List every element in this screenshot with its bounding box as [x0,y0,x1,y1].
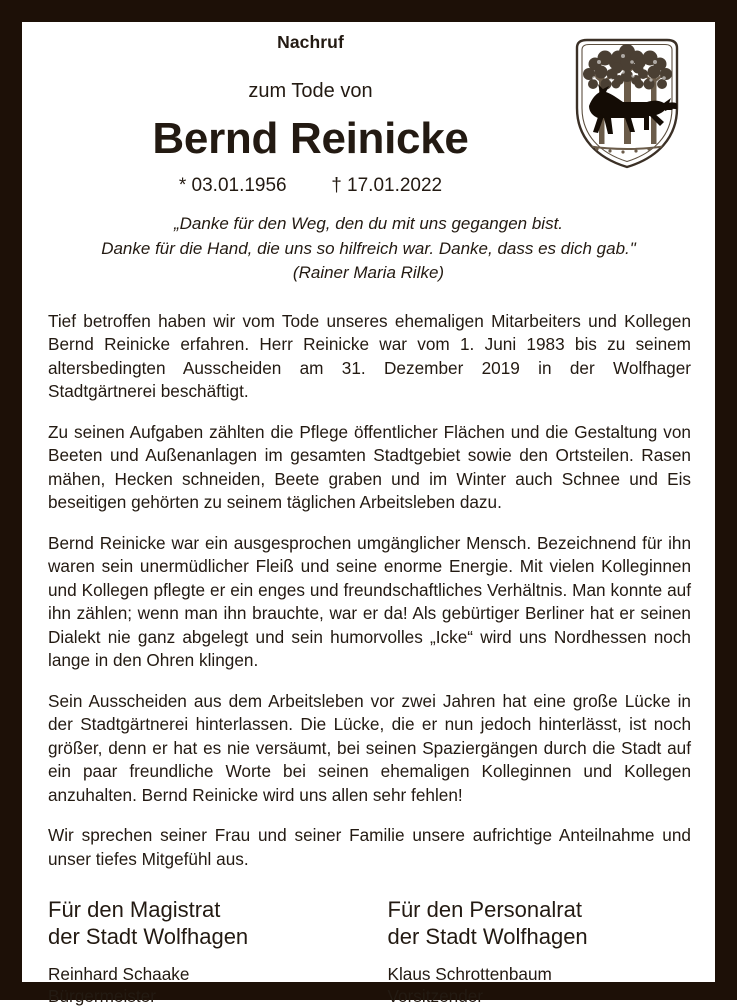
signature-person-name: Klaus Schrottenbaum [387,964,552,985]
body-paragraph: Wir sprechen seiner Frau und seiner Familie unsere aufrichtige Anteilnahme und unser tiefes Mitgefühl aus. [48,825,691,869]
signature-blocks [38,896,699,1007]
signature-title-line-2: der Stadt Wolfhagen [48,924,249,950]
signature-person [48,963,370,1007]
death-date: † 17.01.2022 [331,175,443,197]
signature-title-line-1: Für den Magistrat [48,897,221,923]
signature-block-magistrat [48,896,370,1007]
signature-title [388,896,692,950]
wolfhagen-coat-of-arms-icon [565,34,689,174]
signature-title-line-2: der Stadt Wolfhagen [387,924,588,950]
signature-person-name: Reinhard Schaake [48,964,190,985]
body-paragraph: Bernd Reinicke war ein ausgesprochen umgänglicher Mensch. Bezeichnend für ihn waren sein unermüdlicher Fleiß und seine enorme Energie. Mit vielen Kolleginnen und Kollegen pflegte er ein enges und freundschaftliches Verhältnis. Man konnte auf ihn zählen; wenn man ihn brauchte, war er da! Als gebürtiger Berliner hat er seinen Dialekt nie ganz abgelegt und sein humorvolles „Icke“ wird uns Nordhessen noch lange in den Ohren klingen. [48,532,691,671]
signature-title-line-1: Für den Personalrat [387,897,582,923]
signature-person-role: Bürgermeister [48,986,156,1007]
body-paragraph: Zu seinen Aufgaben zählten die Pflege öffentlicher Flächen und die Gestaltung von Beeten und Außenanlagen im gesamten Stadtgebiet sowie den Ortsteilen. Rasen mähen, Hecken schneiden, Beete graben und im Winter auch Schnee und Eis beseitigen gehörten zu seinem täglichen Arbeitsleben dazu. [48,421,691,513]
obituary-notice [22,22,715,1007]
life-dates [38,175,583,198]
quote-attribution: (Rainer Maria Rilke) [292,263,445,283]
notice-header [38,28,699,200]
signature-block-personalrat [370,896,692,1007]
quote-line-1: „Danke für den Weg, den du mit uns gegangen bist. [173,214,564,233]
header-text-block [38,28,583,198]
body-paragraph: Tief betroffen haben wir vom Tode unseres ehemaligen Mitarbeiters und Kollegen Bernd Reinicke erfahren. Herr Reinicke war vom 1. Juni 1983 bis zu seinem altersbedingten Ausscheiden am 31. Dezember 2019 in der Wolfhager Stadtgärtnerei beschäftigt. [48,310,691,402]
quote-line-2: Danke für die Hand, die uns so hilfreich war. Danke, dass es dich gab." [101,238,636,258]
signature-person [388,963,692,1007]
memorial-quote [38,212,699,286]
body-paragraph: Sein Ausscheiden aus dem Arbeitsleben vor zwei Jahren hat eine große Lücke in der Stadtgärtnerei hinterlassen. Die Lücke, die er nun jedoch hinterlässt, ist noch größer, denn er hat es nie versäumt, bei seinen Spaziergängen durch die Stadt auf ein paar freundliche Worte bei seinen ehemaligen Kolleginnen und Kollegen anzuhalten. Bernd Reinicke wird uns allen sehr fehlen! [48,690,691,805]
signature-person-role: Vorsitzender [387,986,484,1007]
notice-subkicker: zum Tode von [248,80,373,102]
signature-title [48,896,370,950]
obituary-body [38,310,699,872]
birth-date: * 03.01.1956 [178,175,287,197]
notice-kicker: Nachruf [277,32,344,52]
deceased-name: Bernd Reinicke [152,114,469,163]
